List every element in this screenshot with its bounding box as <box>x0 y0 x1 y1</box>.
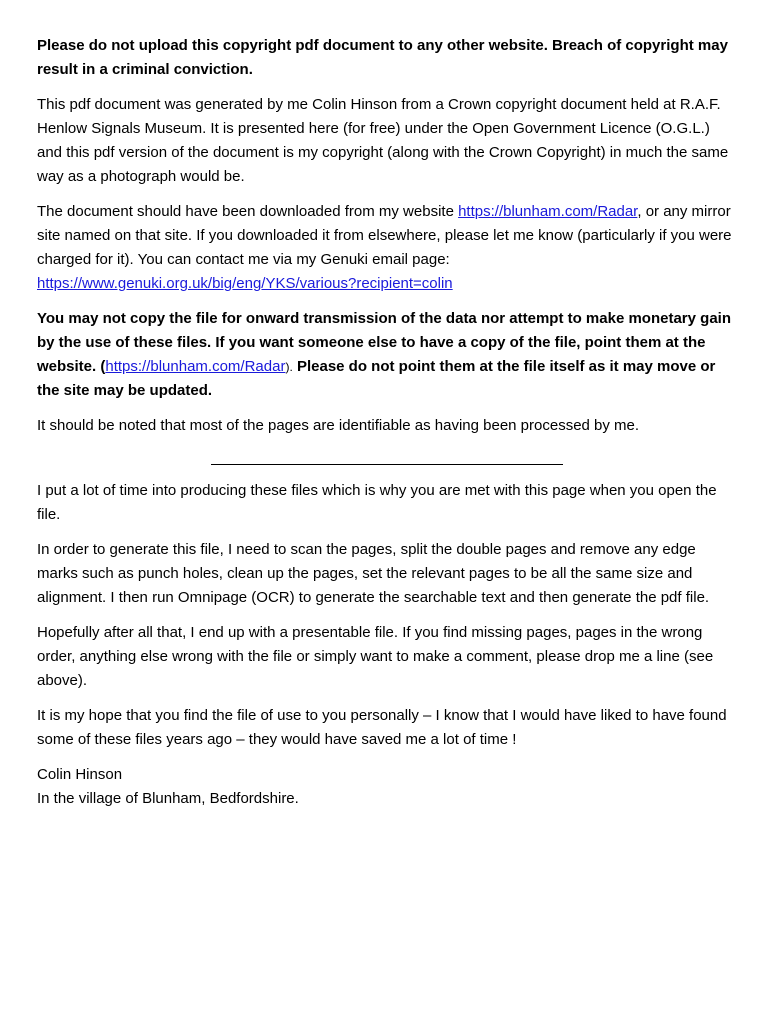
restriction-link-close: ). <box>285 360 293 374</box>
signature-location: In the village of Blunham, Bedfordshire. <box>37 790 299 807</box>
download-text-middle: , or any mirror site named on that site. If you downloaded it from elsewhere, please let me know (particularly if you were charged for it). You can contact me via my Genuki email page: <box>37 203 732 268</box>
document-page <box>37 34 737 811</box>
download-text-start: The document should have been downloaded from my website <box>37 203 459 220</box>
separator-line <box>37 449 737 473</box>
download-paragraph <box>37 200 737 296</box>
signature-block <box>37 763 737 811</box>
process-paragraph: In order to generate this file, I need to scan the pages, split the double pages and remove any edge marks such as punch holes, clean up the pages, set the relevant pages to be all the same size and alignment. I then run Omnipage (OCR) to generate the searchable text and then generate the pdf file. <box>37 541 710 606</box>
time-paragraph: I put a lot of time into producing these files which is why you are met with this page when you open the file. <box>37 482 717 523</box>
closing-paragraph: It is my hope that you find the file of use to you personally – I know that I would have liked to have found some of these files years ago – they would have saved me a lot of time ! <box>37 707 727 748</box>
copyright-warning: Please do not upload this copyright pdf document to any other website. Breach of copyright may result in a criminal conviction. <box>37 37 728 78</box>
restriction-text-end: Please do not point them at the file itself as it may move or the site may be updated. <box>37 358 716 399</box>
feedback-paragraph: Hopefully after all that, I end up with a presentable file. If you find missing pages, pages in the wrong order, anything else wrong with the file or simply want to make a comment, please drop me a line (see above). <box>37 624 714 689</box>
intro-paragraph: This pdf document was generated by me Colin Hinson from a Crown copyright document held at R.A.F. Henlow Signals Museum. It is presented here (for free) under the Open Government Licence (O.G.L.) and this pdf version of the document is my copyright (along with the Crown Copyright) in much the same way as a photograph would be. <box>37 96 729 185</box>
restriction-text-start: You may not copy the file for onward transmission of the data nor attempt to make monetary gain by the use of these files. If you want someone else to have a copy of the file, point them at the website. ( <box>37 310 731 375</box>
copy-restriction-paragraph <box>37 307 737 403</box>
genuki-email-link[interactable]: https://www.genuki.org.uk/big/eng/YKS/various?recipient=colin <box>37 275 453 292</box>
signature-name: Colin Hinson <box>37 766 123 783</box>
website-link[interactable]: https://blunham.com/Radar <box>458 203 638 220</box>
processed-note: It should be noted that most of the pages are identifiable as having been processed by me. <box>37 417 640 434</box>
website-link-inline[interactable]: https://blunham.com/Radar <box>105 358 286 375</box>
